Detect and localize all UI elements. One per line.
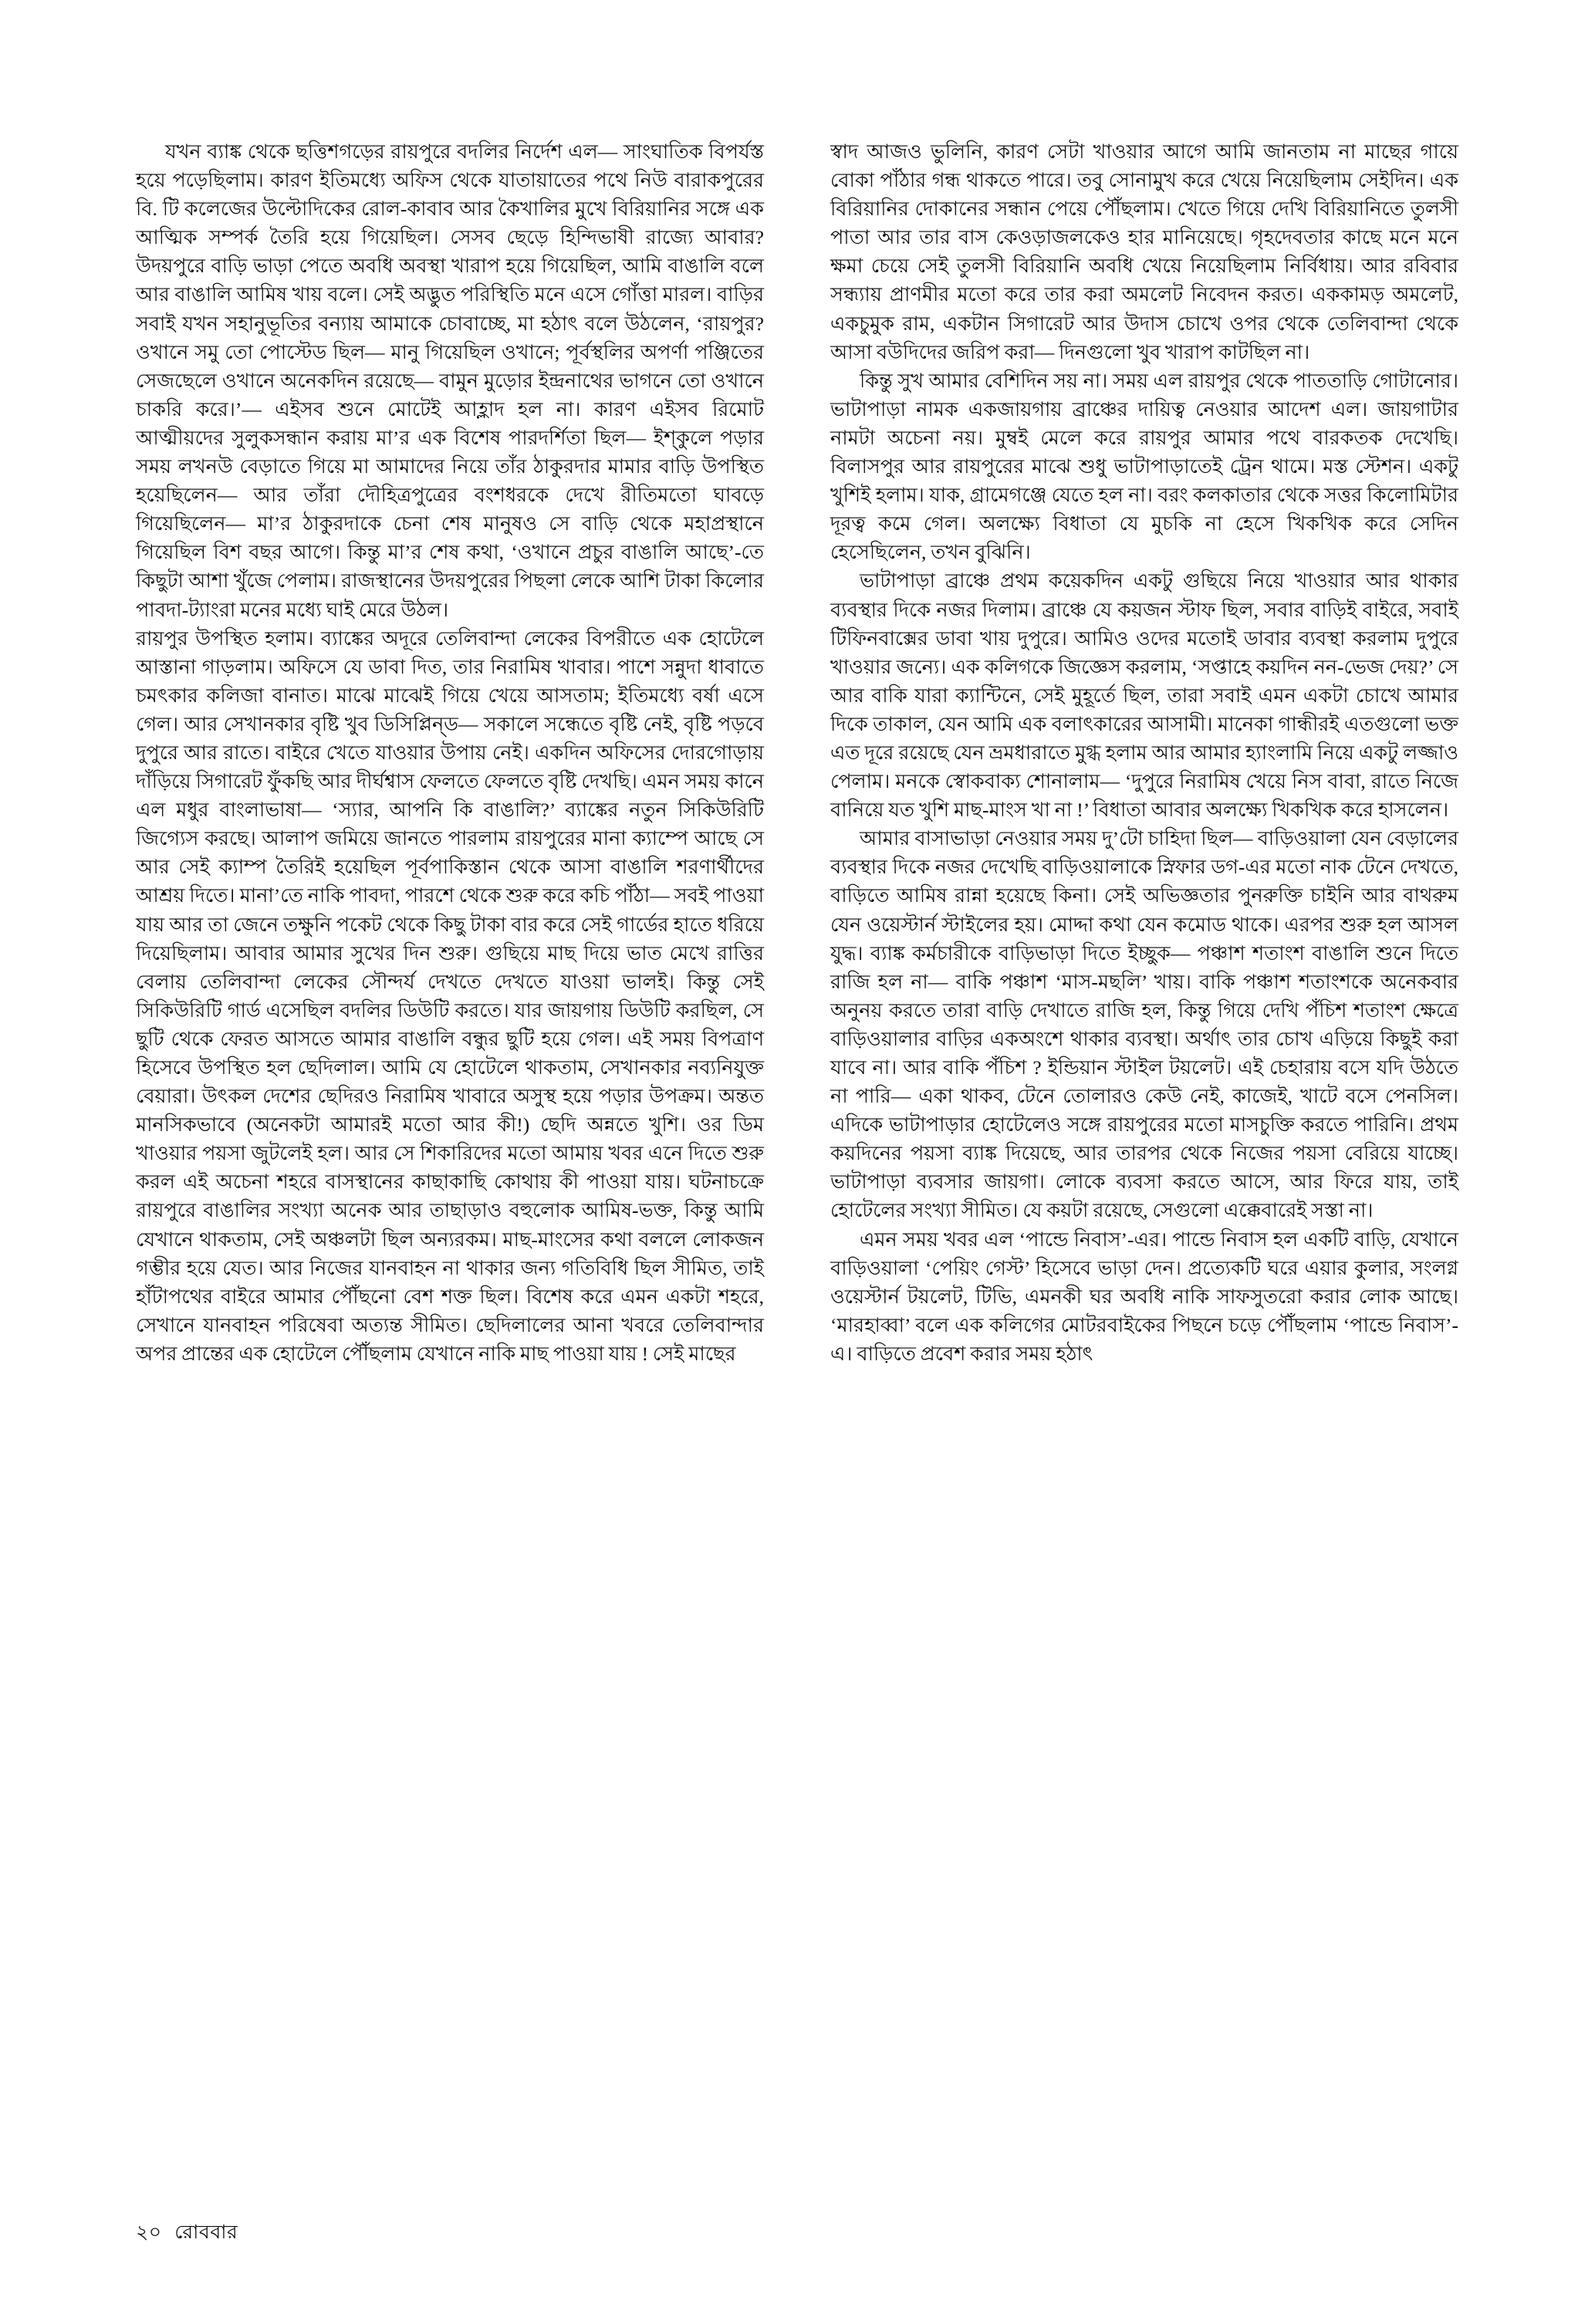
paragraph: ভাটাপাড়া ব্রাঞ্চে প্রথম কয়েকদিন একটু গুছিয়ে নিয়ে খাওয়ার আর থাকার ব্যবস্থার দিকে নজর দিলাম। ব্রাঞ্চে যে কয়জন স্টাফ ছিল, সবার বাড়িই বাইরে, সবাই টিফিনবাক্সের ডাবা খায় দুপুরে। আমিও ওদের মতোই ডাবার ব্যবস্থা করলাম দুপুরে খাওয়ার জন্যে। এক কলিগকে জিজ্ঞেস করলাম, ‘সপ্তাহে কয়দিন নন-ভেজ দেয়?’ সে আর বাকি যারা ক্যান্টিনে, সেই মুহূর্তে ছিল, তারা সবাই এমন একটা চোখে আমার দিকে তাকাল, যেন আমি এক বলাৎকারের আসামী। মানেকা গান্ধীরই এতগুলো ভক্ত এত দূরে রয়েছে যেন ভ্রমধারাতে মুগ্ধ হলাম আর আমার হ্যাংলামি নিয়ে একটু লজ্জাও পেলাম। মনকে স্বোকবাক্য শোনালাম— ‘দুপুরে নিরামিষ খেয়ে নিস বাবা, রাতে নিজে বানিয়ে যত খুশি মাছ-মাংস খা না !’ বিধাতা আবার অলক্ষ্যে খিকখিক করে হাসলেন।	[830, 569, 1458, 822]
article-body	[136, 137, 1459, 2190]
publication-name: রোববার	[174, 2222, 238, 2243]
paragraph: এমন সময় খবর এল ‘পান্ডে নিবাস’-এর। পান্ডে নিবাস হল একটি বাড়ি, যেখানে বাড়িওয়ালা ‘পেয়িং গেস্ট’ হিসেবে ভাড়া দেন। প্রত্যেকটি ঘরে এয়ার কুলার, সংলগ্ন ওয়েস্টার্ন টয়লেট, টিভি, এমনকী ঘর অবধি নাকি সাফসুতরো করার লোক আছে। ‘মারহাব্বা’ বলে এক কলিগের মোটরবাইকের পিছনে চড়ে পৌঁছলাম ‘পান্ডে নিবাস’-এ। বাড়িতে প্রবেশ করার সময় হঠাৎ	[830, 1228, 1458, 1365]
left-column	[136, 137, 764, 1368]
paragraph: কিন্তু সুখ আমার বেশিদিন সয় না। সময় এল রায়পুর থেকে পাততাড়ি গোটানোর। ভাটাপাড়া নামক একজায়গায় ব্রাঞ্চের দায়িত্ব নেওয়ার আদেশ এল। জায়গাটার নামটা অচেনা নয়। মুম্বই মেলে করে রায়পুর আমার পথে বারকতক দেখেছি। বিলাসপুর আর রায়পুরের মাঝে শুধু ভাটাপাড়াতেই ট্রেন থামে। মস্ত স্টেশন। একটু খুশিই হলাম। যাক, গ্রামেগঞ্জে যেতে হল না। বরং কলকাতার থেকে সত্তর কিলোমিটার দূরত্ব কমে গেল। অলক্ষ্যে বিধাতা যে মুচকি না হেসে খিকখিক করে সেদিন হেসেছিলেন, তখন বুঝিনি।	[830, 369, 1458, 564]
paragraph: যখন ব্যাঙ্ক থেকে ছত্তিশগড়ের রায়পুরে বদলির নির্দেশ এল— সাংঘাতিক বিপর্যস্ত হয়ে পড়েছিলাম। কারণ ইতিমধ্যে অফিস থেকে যাতায়াতের পথে নিউ বারাকপুরের বি. টি কলেজের উল্টোদিকের রোল-কাবাব আর কৈখালির মুখে বিরিয়ানির সঙ্গে এক আত্মিক সম্পর্ক তৈরি হয়ে গিয়েছিল। সেসব ছেড়ে হিন্দিভাষী রাজ্যে আবার? উদয়পুরে বাড়ি ভাড়া পেতে অবধি অবস্থা খারাপ হয়ে গিয়েছিল, আমি বাঙালি বলে আর বাঙালি আমিষ খায় বলে। সেই অদ্ভুত পরিস্থিতি মনে এসে গোঁত্তা মারল। বাড়ির সবাই যখন সহানুভূতির বন্যায় আমাকে চোবাচ্ছে, মা হঠাৎ বলে উঠলেন, ‘রায়পুর? ওখানে সমু তো পোস্টেড ছিল— মানু গিয়েছিল ওখানে; পূর্বস্থলির অপর্ণা পঞ্জিতের সেজছেলে ওখানে অনেকদিন রয়েছে— বামুন মুড়োর ইন্দ্রনাথের ভাগনে তো ওখানে চাকরি করে।’— এইসব শুনে মোটেই আহ্লাদ হল না। কারণ এইসব রিমোট আত্মীয়দের সুলুকসন্ধান করায় মা’র এক বিশেষ পারদর্শিতা ছিল— ইশ্‌কুলে পড়ার সময় লখনউ বেড়াতে গিয়ে মা আমাদের নিয়ে তাঁর ঠাকুরদার মামার বাড়ি উপস্থিত হয়েছিলেন— আর তাঁরা দৌহিত্রপুত্রের বংশধরকে দেখে রীতিমতো ঘাবড়ে গিয়েছিলেন— মা’র ঠাকুরদাকে চেনা শেষ মানুষও সে বাড়ি থেকে মহাপ্রস্থানে গিয়েছিল বিশ বছর আগে। কিন্তু মা’র শেষ কথা, ‘ওখানে প্রচুর বাঙালি আছে’-তে কিছুটা আশা খুঁজে পেলাম। রাজস্থানের উদয়পুরের পিছলা লেকে আশি টাকা কিলোর পাবদা-ট্যাংরা মনের মধ্যে ঘাই মেরে উঠল।	[136, 140, 764, 621]
page-footer	[136, 2217, 238, 2250]
page-number: ২০	[136, 2222, 162, 2243]
paragraph: আমার বাসাভাড়া নেওয়ার সময় দু’টো চাহিদা ছিল— বাড়িওয়ালা যেন বেড়ালের ব্যবস্থার দিকে নজর দেখেছি বাড়িওয়ালাকে স্নিফার ডগ-এর মতো নাক টেনে দেখতে, বাড়িতে আমিষ রান্না হয়েছে কিনা। সেই অভিজ্ঞতার পুনরুক্তি চাইনি আর বাথরুম যেন ওয়েস্টার্ন স্টাইলের হয়। মোদ্দা কথা যেন কমোড থাকে। এরপর শুরু হল আসল যুদ্ধ। ব্যাঙ্ক কর্মচারীকে বাড়িভাড়া দিতে ইচ্ছুক— পঞ্চাশ শতাংশ বাঙালি শুনে দিতে রাজি হল না— বাকি পঞ্চাশ ‘মাস-মছলি’ খায়। বাকি পঞ্চাশ শতাংশকে অনেকবার অনুনয় করতে তারা বাড়ি দেখাতে রাজি হল, কিন্তু গিয়ে দেখি পঁচিশ শতাংশ ক্ষেত্রে বাড়িওয়ালার বাড়ির একঅংশে থাকার ব্যবস্থা। অর্থাৎ তার চোখ এড়িয়ে কিছুই করা যাবে না। আর বাকি পঁচিশ ? ইন্ডিয়ান স্টাইল টয়লেট। এই চেহারায় বসে যদি উঠতে না পারি— একা থাকব, টেনে তোলারও কেউ নেই, কাজেই, খাটে বসে পেনসিল। এদিকে ভাটাপাড়ার হোটেলেও সঙ্গে রায়পুরের মতো মাসচুক্তি করতে পারিনি। প্রথম কয়দিনের পয়সা ব্যাঙ্ক দিয়েছে, আর তারপর থেকে নিজের পয়সা বেরিয়ে যাচ্ছে। ভাটাপাড়া ব্যবসার জায়গা। লোকে ব্যবসা করতে আসে, আর ফিরে যায়, তাই হোটেলের সংখ্যা সীমিত। যে কয়টা রয়েছে, সেগুলো এক্কেবারেই সস্তা না।	[830, 827, 1458, 1222]
right-column	[830, 137, 1458, 1368]
paragraph: রায়পুর উপস্থিত হলাম। ব্যাঙ্কের অদূরে তেলিবান্দা লেকের বিপরীতে এক হোটেলে আস্তানা গাড়লাম। অফিসে যে ডাবা দিত, তার নিরামিষ খাবার। পাশে সন্নুদা ধাবাতে চমৎকার কলিজা বানাত। মাঝে মাঝেই গিয়ে খেয়ে আসতাম; ইতিমধ্যে বর্ষা এসে গেল। আর সেখানকার বৃষ্টি খুব ডিসিপ্লিন্‌ড— সকালে সন্ধেতে বৃষ্টি নেই, বৃষ্টি পড়বে দুপুরে আর রাতে। বাইরে খেতে যাওয়ার উপায় নেই। একদিন অফিসের দোরগোড়ায় দাঁড়িয়ে সিগারেট ফুঁকছি আর দীর্ঘশ্বাস ফেলতে ফেলতে বৃষ্টি দেখছি। এমন সময় কানে এল মধুর বাংলাভাষা— ‘স্যার, আপনি কি বাঙালি?’ ব্যাঙ্কের নতুন সিকিউরিটি জিগ্যেস করছে। আলাপ জমিয়ে জানতে পারলাম রায়পুরের মানা ক্যাম্পে আছে সে আর সেই ক্যাম্প তৈরিই হয়েছিল পূর্বপাকিস্তান থেকে আসা বাঙালি শরণার্থীদের আশ্রয় দিতে। মানা’তে নাকি পাবদা, পারশে থেকে শুরু করে কচি পাঁঠা— সবই পাওয়া যায় আর তা জেনে তক্ষুনি পকেট থেকে কিছু টাকা বার করে সেই গার্ডের হাতে ধরিয়ে দিয়েছিলাম। আবার আমার সুখের দিন শুরু। গুছিয়ে মাছ দিয়ে ভাত মেখে রাত্তির বেলায় তেলিবান্দা লেকের সৌন্দর্য দেখতে দেখতে যাওয়া ভালই। কিন্তু সেই সিকিউরিটি গার্ড এসেছিল বদলির ডিউটি করতে। যার জায়গায় ডিউটি করছিল, সে ছুটি থেকে ফেরত আসতে আমার বাঙালি বন্ধুর ছুটি হয়ে গেল। এই সময় বিপত্রাণ হিসেবে উপস্থিত হল ছেদিলাল। আমি যে হোটেলে থাকতাম, সেখানকার নব্যনিযুক্ত বেয়ারা। উৎকল দেশের ছেদিরও নিরামিষ খাবারে অসুস্থ হয়ে পড়ার উপক্রম। অন্তত মানসিকভাবে (অনেকটা আমারই মতো আর কী!) ছেদি অন্নতে খুশি। ওর ডিম খাওয়ার পয়সা জুটলেই হল। আর সে শিকারিদের মতো আমায় খবর এনে দিতে শুরু করল এই অচেনা শহরে বাসস্থানের কাছাকাছি কোথায় কী পাওয়া যায়। ঘটনাচক্রে রায়পুরে বাঙালির সংখ্যা অনেক আর তাছাড়াও বহুলোক আমিষ-ভক্ত, কিন্তু আমি যেখানে থাকতাম, সেই অঞ্চলটা ছিল অন্যরকম। মাছ-মাংসের কথা বললে লোকজন গম্ভীর হয়ে যেত। আর নিজের যানবাহন না থাকার জন্য গতিবিধি ছিল সীমিত, তাই হাঁটাপথের বাইরে আমার পৌঁছনো বেশ শক্ত ছিল। বিশেষ করে এমন একটা শহরে, সেখানে যানবাহন পরিষেবা অত্যন্ত সীমিত। ছেদিলালের আনা খবরে তেলিবান্দার অপর প্রান্তের এক হোটেলে পৌঁছলাম যেখানে নাকি মাছ পাওয়া যায় ! সেই মাছের	[136, 627, 764, 1365]
paragraph: স্বাদ আজও ভুলিনি, কারণ সেটা খাওয়ার আগে আমি জানতাম না মাছের গায়ে বোকা পাঁঠার গন্ধ থাকতে পারে। তবু সোনামুখ করে খেয়ে নিয়েছিলাম সেইদিন। এক বিরিয়ানির দোকানের সন্ধান পেয়ে পৌঁছলাম। খেতে গিয়ে দেখি বিরিয়ানিতে তুলসী পাতা আর তার বাস কেওড়াজলকেও হার মানিয়েছে। গৃহদেবতার কাছে মনে মনে ক্ষমা চেয়ে সেই তুলসী বিরিয়ানি অবধি খেয়ে নিয়েছিলাম নির্বিধায়। আর রবিবার সন্ধ্যায় প্রাণমীর মতো করে তার করা অমলেট নিবেদন করত। এককামড় অমলেট, একচুমুক রাম, একটান সিগারেট আর উদাস চোখে ওপর থেকে তেলিবান্দা থেকে আসা বউদিদের জরিপ করা— দিনগুলো খুব খারাপ কাটছিল না।	[830, 140, 1458, 363]
